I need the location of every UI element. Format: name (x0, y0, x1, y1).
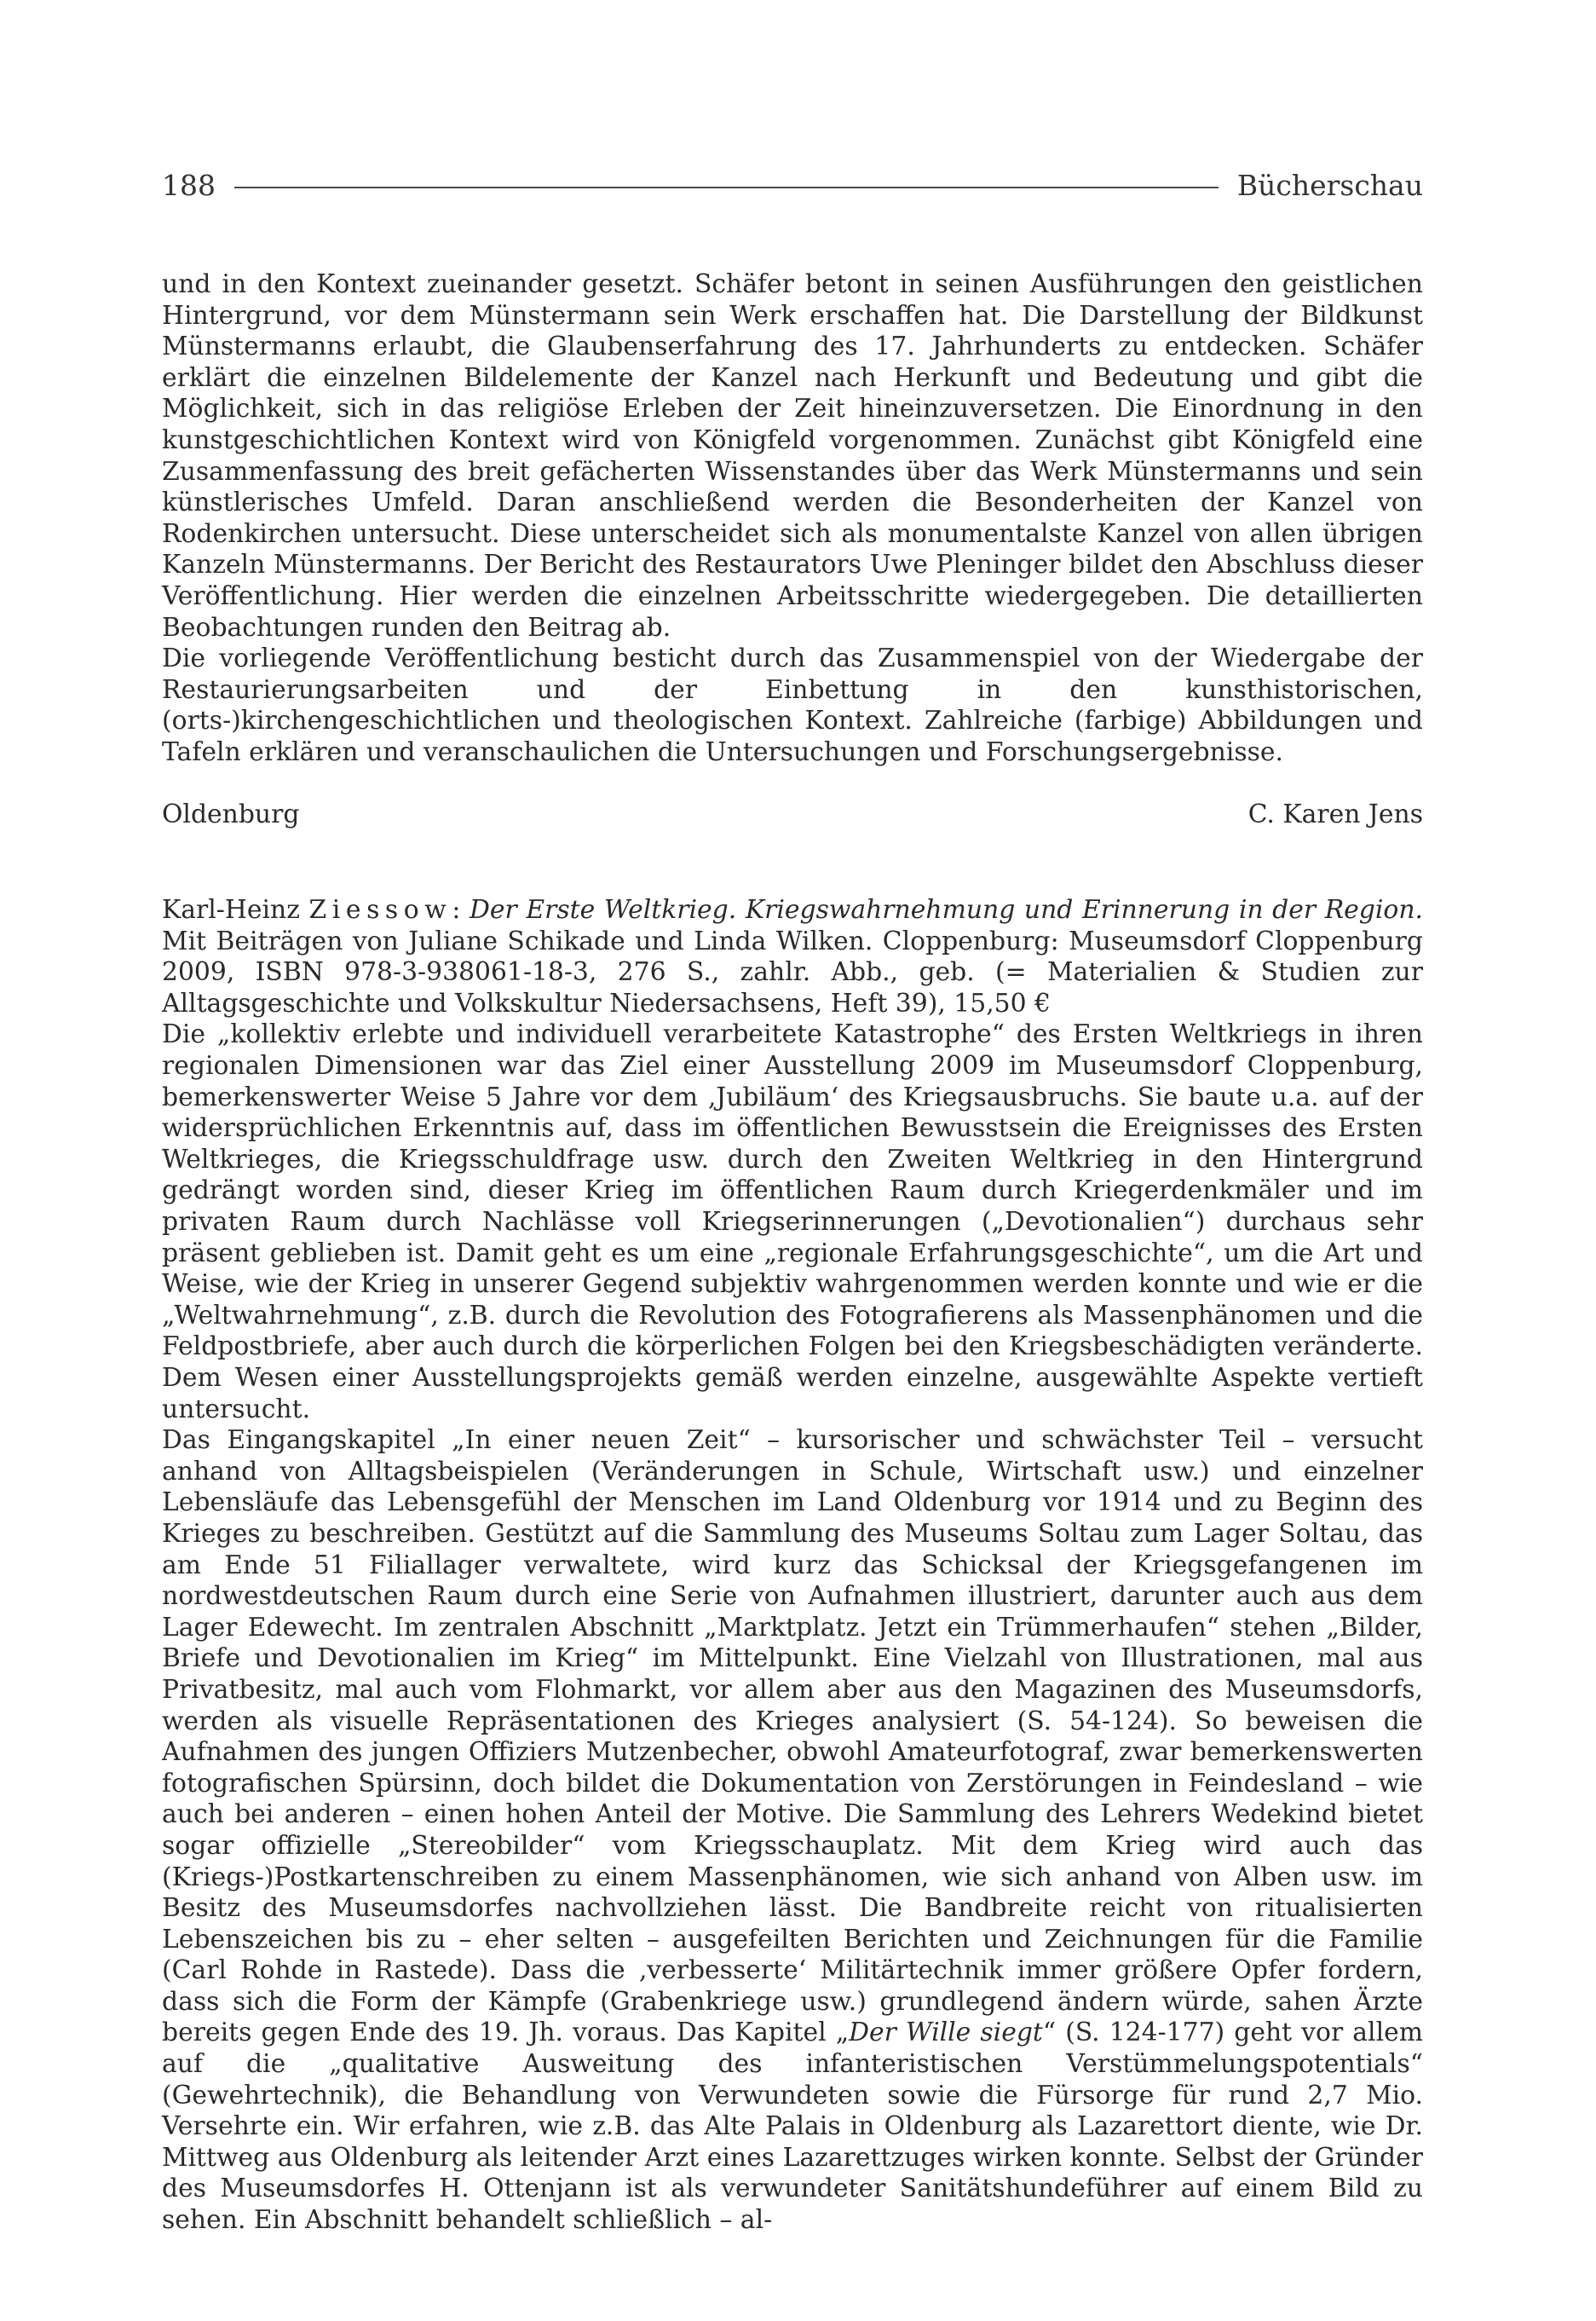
review2-paragraph-2-part-b: “ (S. 124-177) geht vor allem auf die „qualitative Ausweitung des infanteristischen Verstümmelungspotentials“ (Gewehrtechnik), die Behandlung von Verwundeten sowie die Fürsorge für rund 2,7 Mio. Versehrte ein. Wir erfahren, wie z.B. das Alte Palais in Oldenburg als Lazarettort diente, wie Dr. Mittweg aus Oldenburg als leitender Arzt eines Lazarettzuges wirken konnte. Selbst der Gründer des Museumsdorfes H. Ottenjann ist als verwundeter Sanitätshundeführer auf einem Bild zu sehen. Ein Abschnitt behandelt schließlich – al- (162, 2018, 1423, 2236)
review2-book-title: Der Erste Weltkrieg. Kriegswahrnehmung und Erinnerung in der Region. (469, 895, 1423, 926)
review1-paragraph-1: und in den Kontext zueinander gesetzt. Schäfer betont in seinen Ausführungen den geistlichen Hintergrund, vor dem Münstermann sein Werk erschaffen hat. Die Darstellung der Bildkunst Münstermanns erlaubt, die Glaubenserfahrung des 17. Jahrhunderts zu entdecken. Schäfer erklärt die einzelnen Bildelemente der Kanzel nach Herkunft und Bedeutung und gibt die Möglichkeit, sich in das religiöse Erleben der Zeit hineinzuversetzen. Die Einordnung in den kunstgeschichtlichen Kontext wird von Königfeld vorgenommen. Zunächst gibt Königfeld eine Zusammenfassung des breit gefächerten Wissenstandes über das Werk Münstermanns und sein künstlerisches Umfeld. Daran anschließend werden die Besonderheiten der Kanzel von Rodenkirchen untersucht. Diese unterscheidet sich als monumentalste Kanzel von allen übrigen Kanzeln Münstermanns. Der Bericht des Restaurators Uwe Pleninger bildet den Abschluss dieser Veröffentlichung. Hier werden die einzelnen Arbeitsschritte wiedergegeben. Die detaillierten Beobachtungen runden den Beitrag ab. (162, 269, 1423, 643)
page-content (162, 269, 1423, 2237)
review2-paragraph-2-part-a: Das Eingangskapitel „In einer neuen Zeit“ – kursorischer und schwächster Teil – versucht anhand von Alltagsbeispielen (Veränderungen in Schule, Wirtschaft usw.) und einzelner Lebensläufe das Lebensgefühl der Menschen im Land Oldenburg vor 1914 und zu Beginn des Krieges zu beschreiben. Gestützt auf die Sammlung des Museums Soltau zum Lager Soltau, das am Ende 51 Filiallager verwaltete, wird kurz das Schicksal der Kriegsgefangenen im nordwestdeutschen Raum durch eine Serie von Aufnahmen illustriert, darunter auch aus dem Lager Edewecht. Im zentralen Abschnitt „Marktplatz. Jetzt ein Trümmerhaufen“ stehen „Bilder, Briefe und Devotionalien im Krieg“ im Mittelpunkt. Eine Vielzahl von Illustrationen, mal aus Privatbesitz, mal auch vom Flohmarkt, vor allem aber aus den Magazinen des Museumsdorfs, werden als visuelle Repräsentationen des Krieges analysiert (S. 54-124). So beweisen die Aufnahmen des jungen Offiziers Mutzenbecher, obwohl Amateurfotograf, zwar bemerkenswerten fotografischen Spürsinn, doch bildet die Dokumentation von Zerstörungen in Feindesland – wie auch bei anderen – einen hohen Anteil der Motive. Die Sammlung des Lehrers Wedekind bietet sogar offizielle „Stereobilder“ vom Kriegsschauplatz. Mit dem Krieg wird auch das (Kriegs-)Postkartenschreiben zu einem Massenphänomen, wie sich anhand von Alben usw. im Besitz des Museumsdorfes nachvollziehen lässt. Die Bandbreite reicht von ritualisierten Lebenszeichen bis zu – eher selten – ausgefeilten Berichten und Zeichnungen für die Familie (Carl Rohde in Rastede). Dass die ‚verbesserte‘ Militärtechnik immer größere Opfer fordern, dass sich die Form der Kämpfe (Grabenkriege usw.) grundlegend ändern würde, sahen Ärzte bereits gegen Ende des 19. Jh. voraus. Das Kapitel „ (162, 1425, 1423, 2048)
header-rule (234, 187, 1219, 188)
page-number: 188 (162, 168, 216, 202)
review1-reviewer: C. Karen Jens (1247, 799, 1423, 829)
review2-paragraph-1: Die „kollektiv erlebte und individuell verarbeitete Katastrophe“ des Ersten Weltkriegs in ihren regionalen Dimensionen war das Ziel einer Ausstellung 2009 im Museumsdorf Cloppenburg, bemerkenswerter Weise 5 Jahre vor dem ‚Jubiläum‘ des Kriegsausbruchs. Sie baute u.a. auf der widersprüchlichen Erkenntnis auf, dass im öffentlichen Bewusstsein die Ereignisses des Ersten Weltkrieges, die Kriegsschuldfrage usw. durch den Zweiten Weltkrieg in den Hintergrund gedrängt worden sind, dieser Krieg im öffentlichen Raum durch Kriegerdenkmäler und im privaten Raum durch Nachlässe voll Kriegserinnerungen („Devotionalien“) durchaus sehr präsent geblieben ist. Damit geht es um eine „regionale Erfahrungsgeschichte“, um die Art und Weise, wie der Krieg in unserer Gegend subjektiv wahrgenommen werden konnte und wie er die „Weltwahrnehmung“, z.B. durch die Revolution des Fotografierens als Massenphänomen und die Feldpostbriefe, aber auch durch die körperlichen Folgen bei den Kriegsbeschädigten veränderte. Dem Wesen einer Ausstellungsprojekts gemäß werden einzelne, ausgewählte Aspekte vertieft untersucht. (162, 1019, 1423, 1424)
review-separator (162, 830, 1423, 895)
review2-author-last: Ziessow (308, 895, 452, 926)
review2-author-first: Karl-Heinz (162, 895, 309, 926)
review1-paragraph-2: Die vorliegende Veröffentlichung besticht durch das Zusammenspiel von der Wiedergabe der Restaurierungsarbeiten und der Einbettung in den kunsthistorischen, (orts-)kirchengeschichtlichen und theologischen Kontext. Zahlreiche (farbige) Abbildungen und Tafeln erklären und veranschaulichen die Untersuchungen und Forschungsergebnisse. (162, 644, 1423, 767)
review2-paragraph-2 (162, 1425, 1423, 2236)
review2-bibliography: Mit Beiträgen von Juliane Schikade und Linda Wilken. Cloppenburg: Museumsdorf Cloppenburg 2009, ISBN 978-3-938061-18-3, 276 S., zahlr. Abb., geb. (= Materialien & Studien zur Alltagsgeschichte und Volkskultur Niedersachsens, Heft 39), 15,50 € (162, 926, 1423, 1019)
section-title: Bücherschau (1236, 168, 1423, 202)
running-header (162, 164, 1423, 206)
review1-signature (162, 800, 1423, 831)
review2-citation: Karl-Heinz Ziessow: Der Erste Weltkrieg. Kriegswahrnehmung und Erinnerung in der Region. Mit Beiträgen von Juliane Schikade und Linda Wilken. Cloppenburg: Museumsdorf Cloppenburg 2009, ISBN 978-3-938061-18-3, 276 S., zahlr. Abb., geb. (= Materialien & Studien zur Alltagsgeschichte und Volkskultur Niedersachsens, Heft 39), 15,50 € (162, 895, 1423, 1019)
review1-place: Oldenburg (162, 799, 300, 829)
review2-chapter-title: Der Wille siegt (849, 2018, 1043, 2048)
